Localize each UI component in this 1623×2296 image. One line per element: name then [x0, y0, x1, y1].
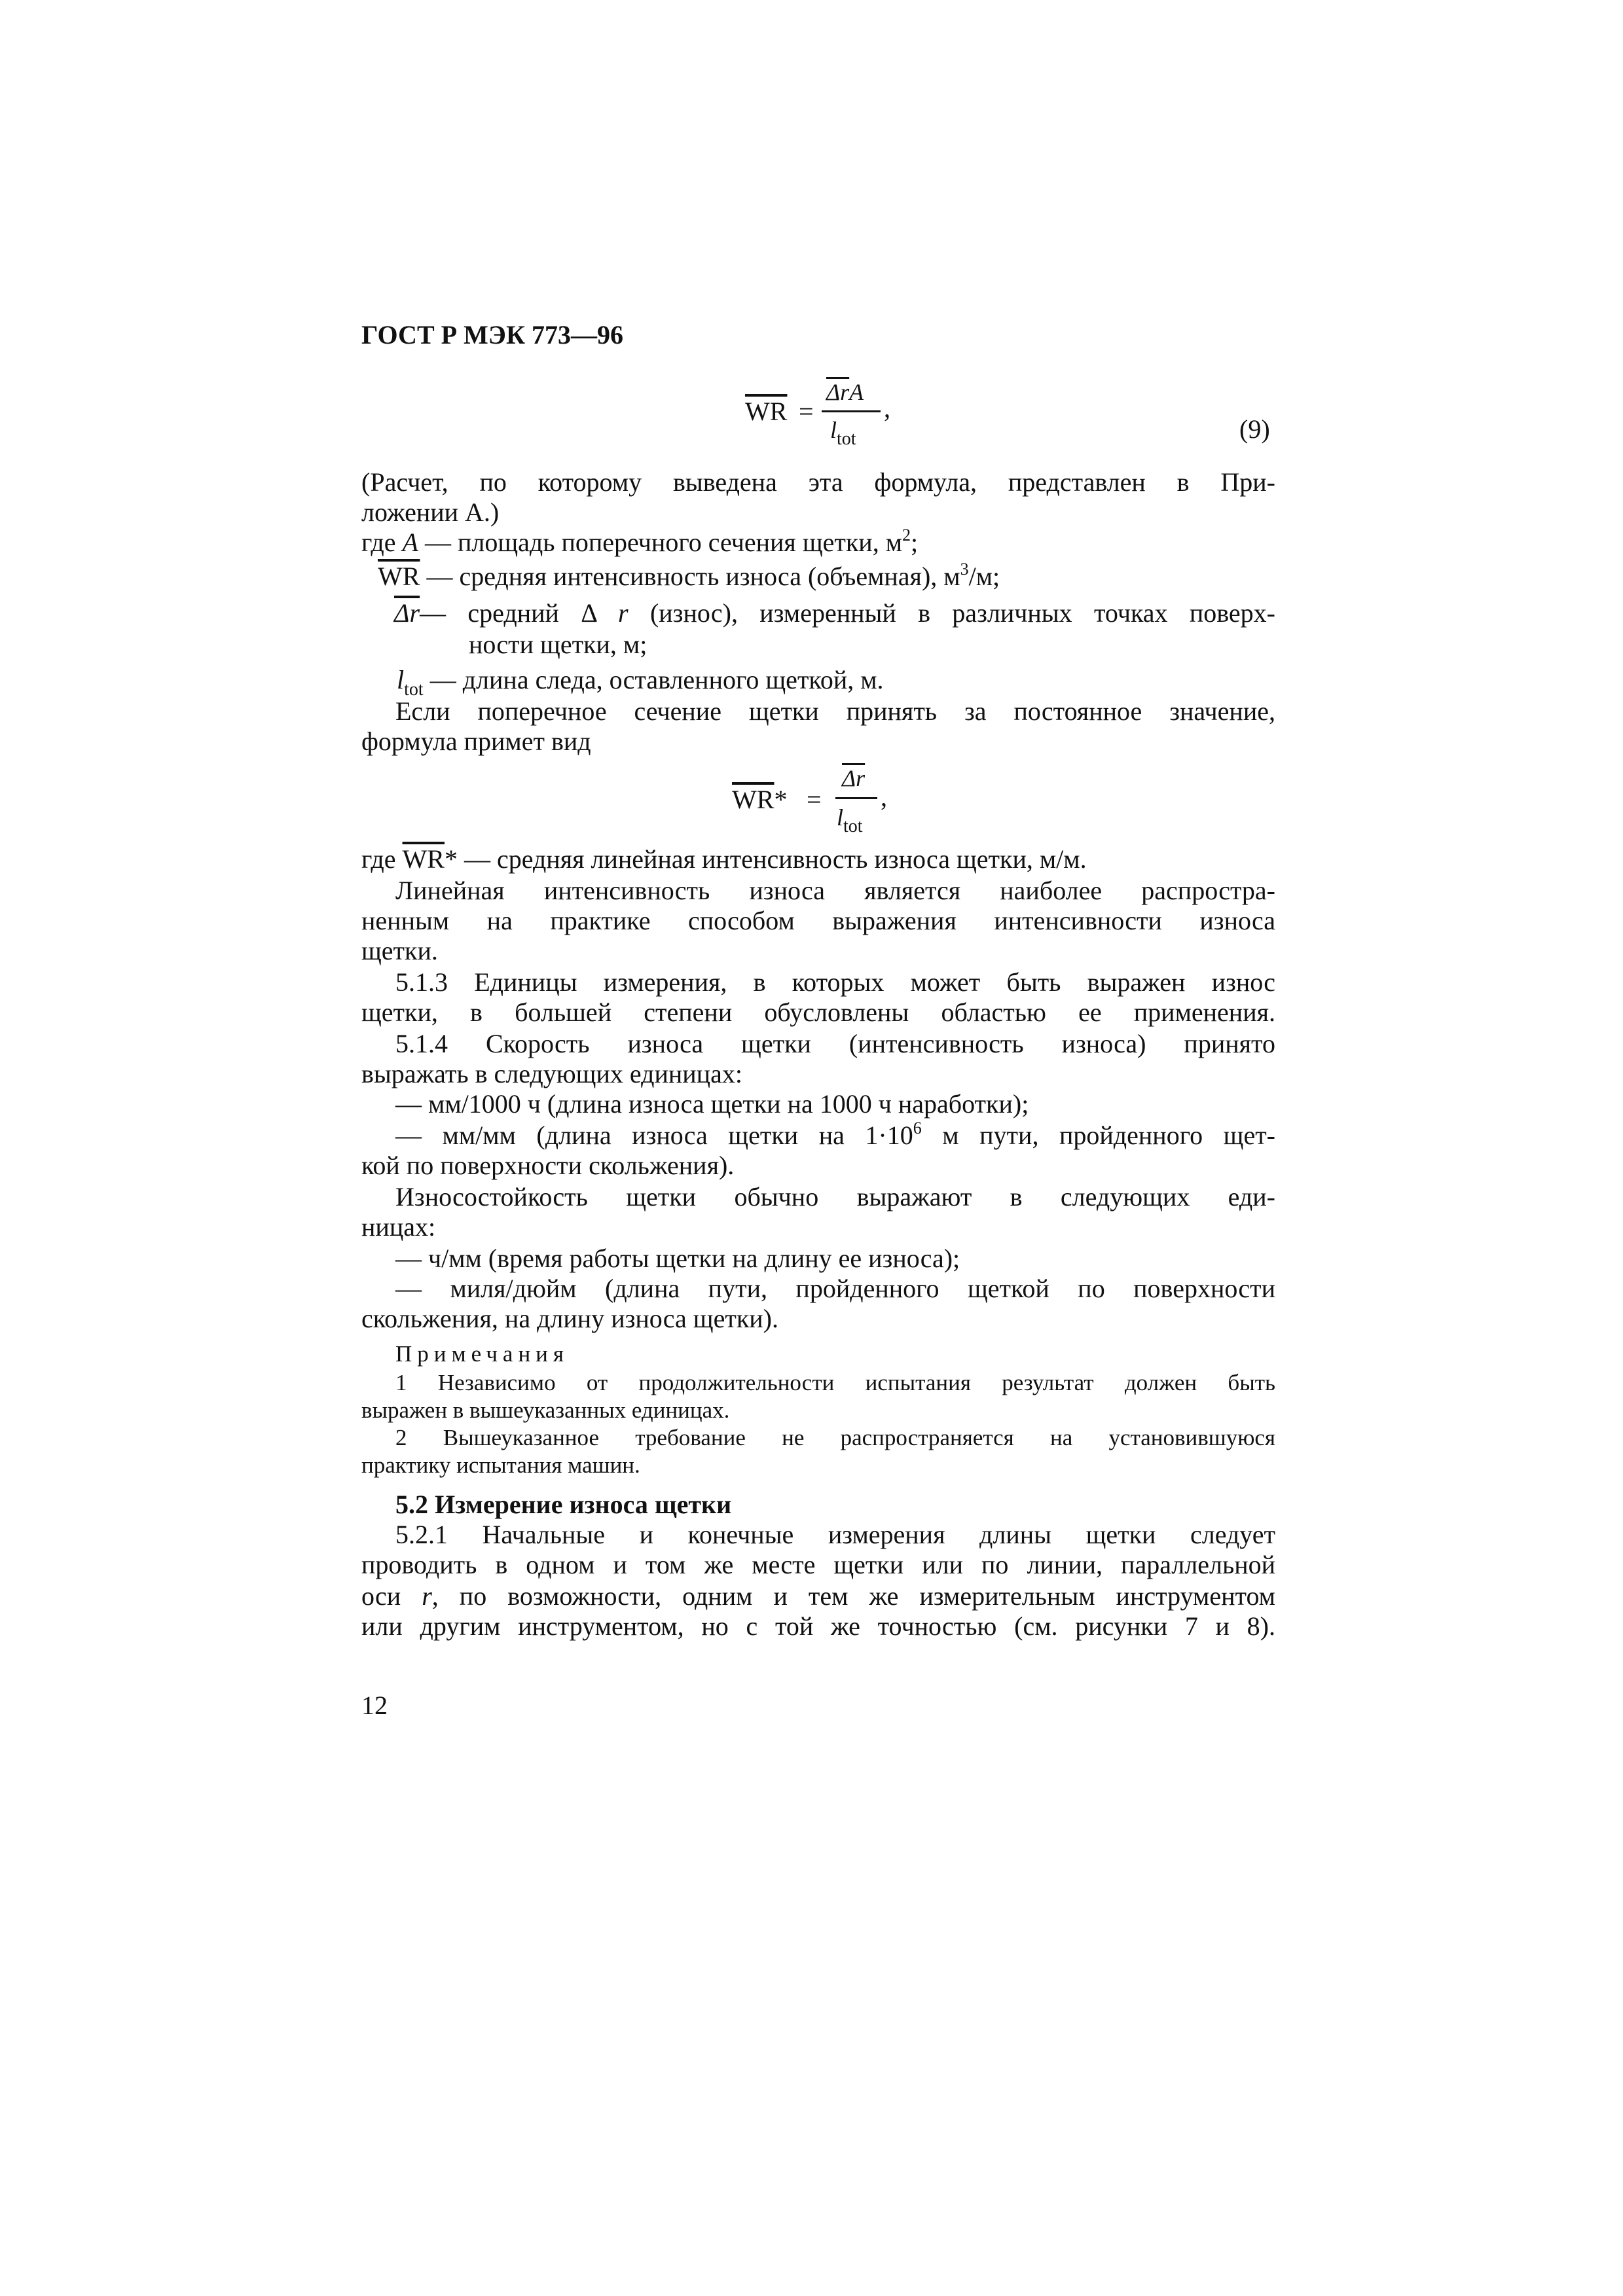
def-wr-star: где $\overline{WR}*$ — средняя линейная интенсивность износа щетки, м/м.	[361, 844, 1087, 874]
p521-line1: 5.2.1 Начальные и конечные измерения длины щетки следует	[395, 1520, 1275, 1549]
p521-line3: оси r, по возможности, одним и тем же измерительным инструментом	[361, 1581, 1275, 1611]
formula-equals: =	[799, 397, 814, 426]
linear-line2: ненным на практике способом выражения интенсивности износа	[361, 906, 1275, 935]
formula-star-comma: ,	[881, 782, 887, 812]
p514-item2: — мм/мм (длина износа щетки на $1\cdot 10^6$ м пути, пройденного щет-	[395, 1119, 1276, 1150]
fraction-bar	[822, 410, 881, 412]
notes-title: Примечания	[395, 1341, 570, 1367]
formula-numerator: $\overline{\Delta r}A$	[826, 379, 864, 405]
formula-star-numerator: $\overline{\Delta r}$	[842, 765, 866, 791]
p521-line4: или другим инструментом, но с той же точностью (см. рисунки 7 и 8).	[361, 1611, 1275, 1641]
linear-line1: Линейная интенсивность износа является наиболее распростра-	[395, 876, 1275, 905]
resist-line2: ницах:	[361, 1212, 436, 1242]
resist-item2: — миля/дюйм (длина пути, пройденного щеткой по поверхности	[395, 1274, 1275, 1303]
section-52-heading: 5.2 Измерение износа щетки	[395, 1490, 732, 1519]
formula-comma: ,	[884, 393, 890, 423]
note2-line1: 2 Вышеуказанное требование не распространяется на установившуюся	[395, 1425, 1275, 1450]
resist-line1: Износостойкость щетки обычно выражают в следующих еди-	[395, 1182, 1275, 1211]
formula-number: (9)	[1239, 414, 1270, 444]
resist-item2-line2: скольжения, на длину износа щетки).	[361, 1304, 778, 1333]
def-delta-r-line1: $\overline{\Delta r}—$ средний Δ r (износ), измеренный в различных точках поверх-	[394, 598, 1275, 628]
formula-lhs: $\overline{WR}$	[745, 397, 788, 426]
calc-note-line1: (Расчет, по которому выведена эта формула, представлен в При-	[361, 467, 1275, 497]
p514-item1: — мм/1000 ч (длина износа щетки на 1000 ч наработки);	[395, 1089, 1029, 1119]
p514-item2-line2: кой по поверхности скольжения).	[361, 1151, 735, 1180]
formula-denominator: $l_{tot}$	[830, 417, 856, 449]
calc-note-line2: ложении А.)	[361, 497, 500, 527]
def-wr: $\overline{WR}$ — средняя интенсивность износа (объемная), $м^3/м$;	[378, 560, 1000, 591]
resist-item1: — ч/мм (время работы щетки на длину ее износа);	[395, 1244, 960, 1273]
formula-star-equals: =	[807, 785, 822, 814]
def-delta-r-line2: ности щетки, м;	[469, 630, 647, 659]
p513-line1: 5.1.3 Единицы измерения, в которых может быть выражен износ	[395, 967, 1275, 997]
constant-line2: формула примет вид	[361, 726, 591, 756]
fraction-bar-star	[835, 797, 877, 799]
note1-line2: выражен в вышеуказанных единицах.	[361, 1397, 730, 1423]
p514-line1: 5.1.4 Скорость износа щетки (интенсивность износа) принято	[395, 1029, 1275, 1058]
standard-header: ГОСТ Р МЭК 773—96	[361, 320, 623, 350]
constant-line1: Если поперечное сечение щетки принять за постоянное значение,	[395, 696, 1275, 726]
note2-line2: практику испытания машин.	[361, 1452, 640, 1478]
p513-line2: щетки, в большей степени обусловлены областью ее применения.	[361, 997, 1275, 1027]
p521-line2: проводить в одном и том же месте щетки или по линии, параллельной	[361, 1550, 1275, 1579]
def-area: где A — площадь поперечного сечения щетки, $м^2$;	[361, 526, 919, 557]
formula-star-denominator: $l_{tot}$	[837, 804, 863, 836]
page-number: 12	[361, 1691, 388, 1720]
p514-line2: выражать в следующих единицах:	[361, 1059, 742, 1088]
def-ltot: $l_{tot}$ — длина следа, оставленного щеткой, м.	[397, 665, 884, 700]
note1-line1: 1 Независимо от продолжительности испытания результат должен быть	[395, 1370, 1275, 1395]
formula-star-lhs: $\overline{WR}*$	[732, 785, 788, 814]
linear-line3: щетки.	[361, 936, 438, 965]
